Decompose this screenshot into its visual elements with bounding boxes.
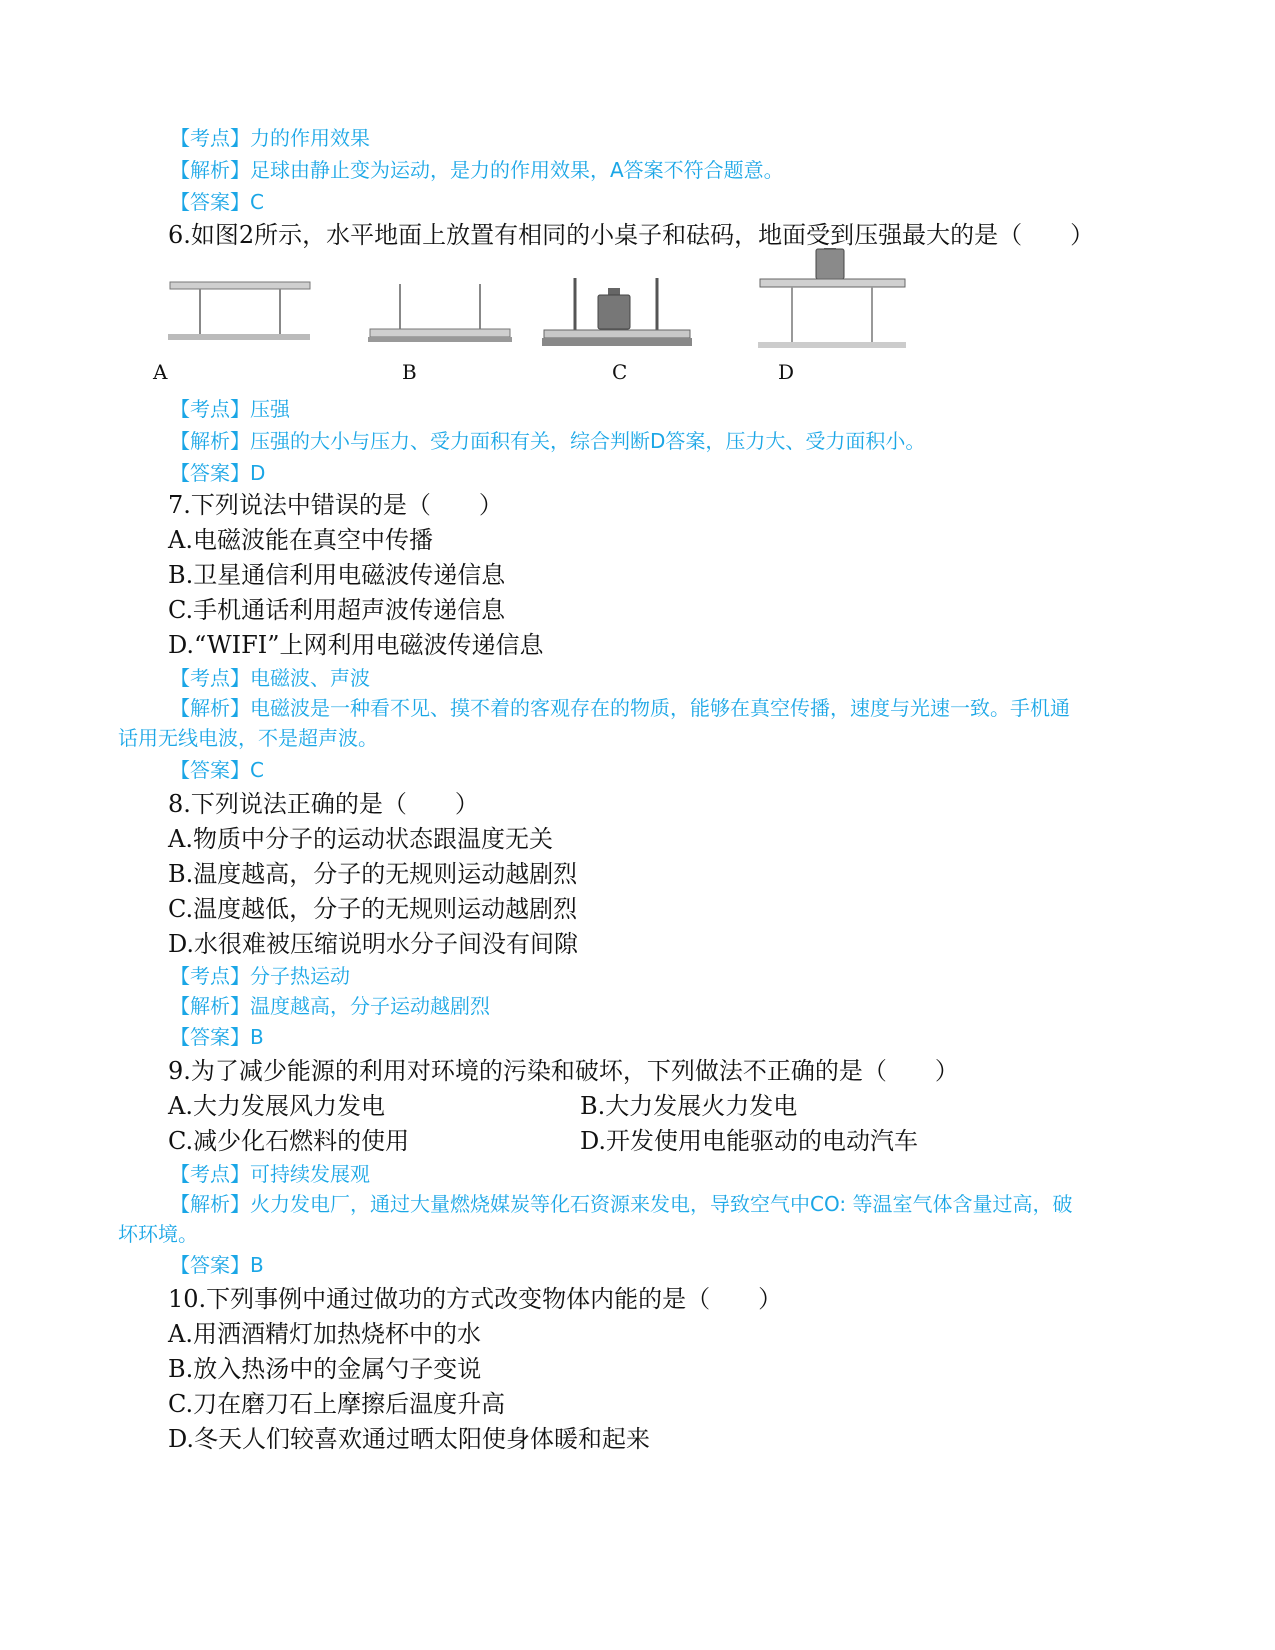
- q7-option-d: D.“WIFI”上网利用电磁波传递信息: [168, 631, 544, 659]
- q7-option-a: A.电磁波能在真空中传播: [168, 526, 433, 554]
- q9-key-point: 【考点】可持续发展观: [170, 1162, 370, 1186]
- q9-analysis-line1: 【解析】火力发电厂，通过大量燃烧媒炭等化石资源来发电，导致空气中CO: 等温室气体含量过高，破: [170, 1192, 1073, 1216]
- figure-a-table: [168, 282, 310, 340]
- q6-analysis: 【解析】压强的大小与压力、受力面积有关，综合判断D答案，压力大、受力面积小。: [170, 429, 926, 453]
- q9-option-a: A.大力发展风力发电: [168, 1092, 385, 1120]
- q9-option-b: B.大力发展火力发电: [580, 1092, 798, 1120]
- q8-key-point: 【考点】分子热运动: [170, 964, 350, 988]
- figure-b-table: [368, 284, 512, 342]
- question-10: 10.下列事例中通过做功的方式改变物体内能的是（ ）: [168, 1285, 783, 1313]
- figure-label-c: C: [612, 360, 628, 384]
- question-9: 9.为了减少能源的利用对环境的污染和破坏，下列做法不正确的是（ ）: [168, 1057, 959, 1085]
- figure-label-a: A: [153, 360, 168, 384]
- q7-option-c: C.手机通话利用超声波传递信息: [168, 596, 506, 624]
- q7-analysis-line1: 【解析】电磁波是一种看不见、摸不着的客观存在的物质，能够在真空传播，速度与光速一致。手机通: [170, 696, 1070, 720]
- question-7: 7.下列说法中错误的是（ ）: [168, 491, 503, 519]
- q7-option-b: B.卫星通信利用电磁波传递信息: [168, 561, 506, 589]
- question-6: 6.如图2所示，水平地面上放置有相同的小桌子和砝码，地面受到压强最大的是（ ）: [168, 221, 1095, 249]
- q10-option-c: C.刀在磨刀石上摩擦后温度升高: [168, 1390, 506, 1418]
- figure-label-b: B: [402, 360, 417, 384]
- q5-answer: 【答案】C: [170, 190, 264, 214]
- q5-analysis: 【解析】足球由静止变为运动，是力的作用效果，A答案不符合题意。: [170, 158, 784, 182]
- q6-answer: 【答案】D: [170, 461, 266, 485]
- question-8: 8.下列说法正确的是（ ）: [168, 790, 479, 818]
- q10-option-a: A.用洒酒精灯加热烧杯中的水: [168, 1320, 481, 1348]
- q9-analysis-line2: 坏环境。: [118, 1222, 198, 1246]
- q8-option-d: D.水很难被压缩说明水分子间没有间隙: [168, 930, 579, 958]
- q8-option-a: A.物质中分子的运动状态跟温度无关: [168, 825, 553, 853]
- q6-key-point: 【考点】压强: [170, 397, 290, 421]
- q8-analysis: 【解析】温度越高，分子运动越剧烈: [170, 994, 490, 1018]
- q8-option-c: C.温度越低，分子的无规则运动越剧烈: [168, 895, 578, 923]
- q10-option-d: D.冬天人们较喜欢通过晒太阳使身体暖和起来: [168, 1425, 651, 1453]
- q9-option-d: D.开发使用电能驱动的电动汽车: [580, 1127, 919, 1155]
- q9-option-c: C.减少化石燃料的使用: [168, 1127, 410, 1155]
- q7-key-point: 【考点】电磁波、声波: [170, 666, 370, 690]
- q10-option-b: B.放入热汤中的金属勺子变说: [168, 1355, 482, 1383]
- figure-c-table-with-weight: [542, 278, 692, 346]
- q8-option-b: B.温度越高，分子的无规则运动越剧烈: [168, 860, 578, 888]
- q7-analysis-line2: 话用无线电波，不是超声波。: [118, 726, 378, 750]
- q9-answer: 【答案】B: [170, 1253, 264, 1277]
- figure-2-tables: [160, 248, 920, 368]
- q5-key-point: 【考点】力的作用效果: [170, 126, 370, 150]
- figure-d-table-with-weight: [758, 248, 906, 348]
- q7-answer: 【答案】C: [170, 758, 264, 782]
- q8-answer: 【答案】B: [170, 1025, 264, 1049]
- figure-label-d: D: [778, 360, 795, 384]
